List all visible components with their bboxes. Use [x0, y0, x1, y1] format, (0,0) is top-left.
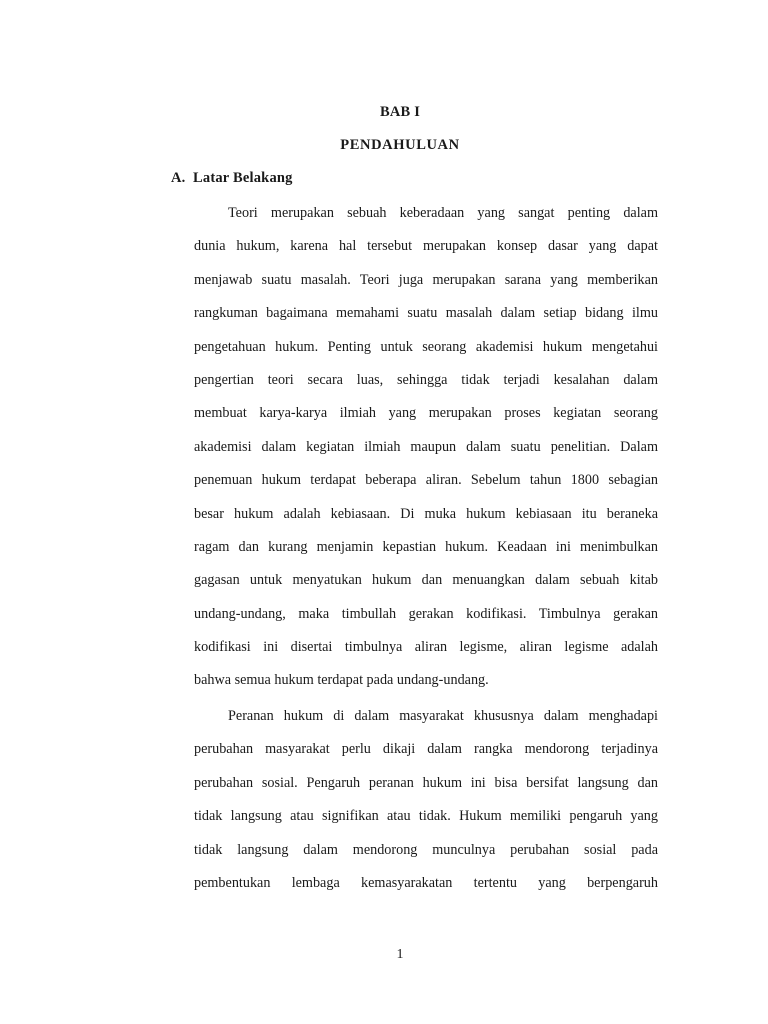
paragraph-line: kodifikasi ini disertai timbulnya aliran legisme, aliran legisme adalah	[194, 639, 658, 656]
section-title: Latar Belakang	[193, 170, 293, 186]
paragraph-line: membuat karya-karya ilmiah yang merupakan proses kegiatan seorang	[194, 405, 658, 422]
paragraph-line: akademisi dalam kegiatan ilmiah maupun dalam suatu penelitian. Dalam	[194, 438, 658, 455]
page-number: 1	[396, 947, 404, 962]
paragraph-1	[194, 203, 658, 704]
paragraph-line: Teori merupakan sebuah keberadaan yang sangat penting dalam	[228, 205, 658, 221]
paragraph-line: menjawab suatu masalah. Teori juga merupakan sarana yang memberikan	[194, 271, 658, 288]
paragraph-line: pengertian teori secara luas, sehingga tidak terjadi kesalahan dalam	[194, 371, 658, 388]
section-number: A.	[171, 170, 186, 186]
paragraph-line: gagasan untuk menyatukan hukum dan menuangkan dalam sebuah kitab	[194, 572, 658, 589]
paragraph-line: tidak langsung atau signifikan atau tidak. Hukum memiliki pengaruh yang	[194, 808, 658, 825]
paragraph-line: rangkuman bagaimana memahami suatu masalah dalam setiap bidang ilmu	[194, 305, 658, 322]
paragraph-line: pembentukan lembaga kemasyarakatan tertentu yang berpengaruh	[194, 874, 658, 891]
paragraph-line: bahwa semua hukum terdapat pada undang-undang.	[194, 672, 489, 689]
paragraph-line: pengetahuan hukum. Penting untuk seorang akademisi hukum mengetahui	[194, 338, 658, 355]
paragraph-line: undang-undang, maka timbullah gerakan kodifikasi. Timbulnya gerakan	[194, 605, 658, 622]
chapter-number: BAB I	[379, 104, 421, 120]
section-heading	[171, 170, 293, 187]
paragraph-line: dunia hukum, karena hal tersebut merupakan konsep dasar yang dapat	[194, 238, 658, 255]
paragraph-line: ragam dan kurang menjamin kepastian hukum. Keadaan ini menimbulkan	[194, 538, 658, 555]
paragraph-line: Peranan hukum di dalam masyarakat khususnya dalam menghadapi	[228, 708, 658, 724]
paragraph-line: perubahan masyarakat perlu dikaji dalam rangka mendorong terjadinya	[194, 741, 658, 758]
paragraph-line: penemuan hukum terdapat beberapa aliran. Sebelum tahun 1800 sebagian	[194, 472, 658, 489]
paragraph-line: tidak langsung dalam mendorong munculnya perubahan sosial pada	[194, 841, 658, 858]
paragraph-line: besar hukum adalah kebiasaan. Di muka hukum kebiasaan itu beraneka	[194, 505, 658, 522]
paragraph-2	[194, 706, 658, 906]
paragraph-line: perubahan sosial. Pengaruh peranan hukum ini bisa bersifat langsung dan	[194, 774, 658, 791]
chapter-title: PENDAHULUAN	[340, 137, 460, 153]
